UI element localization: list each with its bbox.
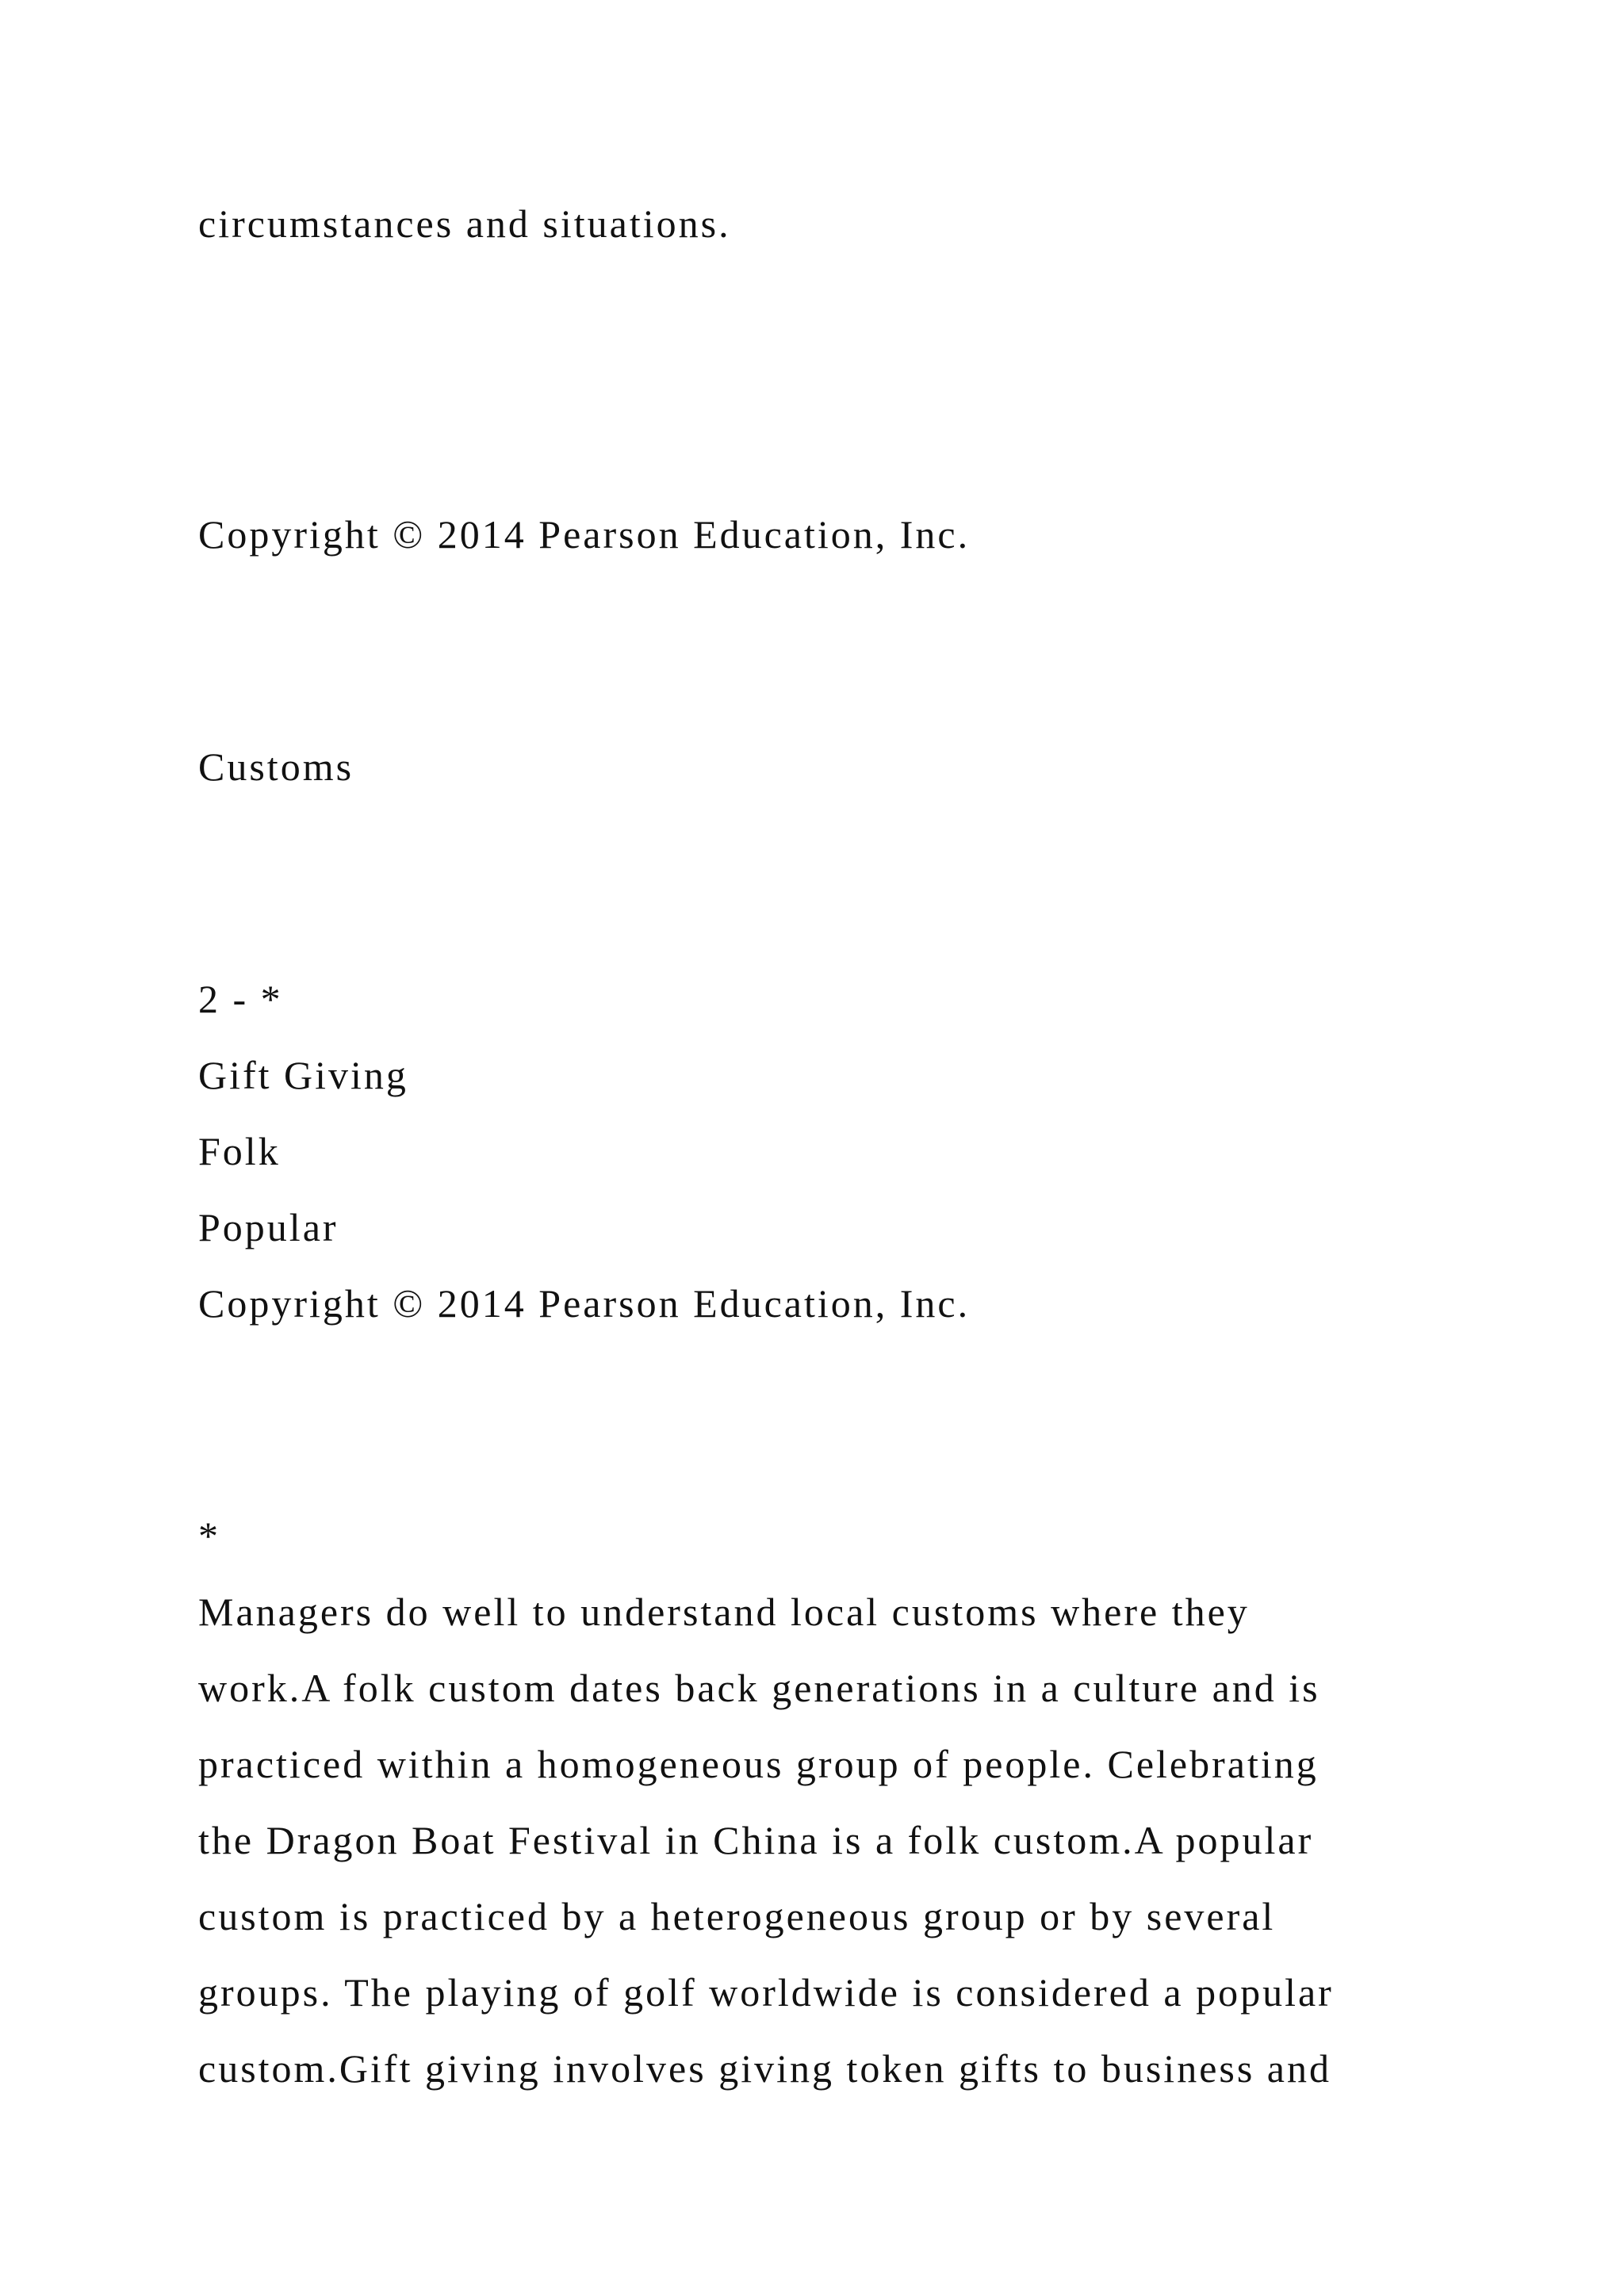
bullet-item-folk: Folk: [198, 1129, 281, 1173]
slide-number: 2 - *: [198, 977, 283, 1021]
notes-line: custom is practiced by a heterogeneous group or by several: [198, 1894, 1276, 1938]
notes-line: practiced within a homogeneous group of people. Celebrating: [198, 1742, 1319, 1786]
notes-line: the Dragon Boat Festival in China is a folk custom.A popular: [198, 1818, 1314, 1862]
intro-line: circumstances and situations.: [198, 201, 731, 246]
section-heading: Customs: [198, 744, 354, 789]
notes-line: groups. The playing of golf worldwide is considered a popular: [198, 1970, 1334, 2015]
notes-marker: *: [198, 1513, 220, 1558]
notes-line: Managers do well to understand local customs where they: [198, 1590, 1250, 1634]
copyright-notice: Copyright © 2014 Pearson Education, Inc.: [198, 512, 971, 557]
notes-line: work.A folk custom dates back generations in a culture and is: [198, 1666, 1320, 1710]
copyright-notice: Copyright © 2014 Pearson Education, Inc.: [198, 1281, 971, 1326]
bullet-item-gift-giving: Gift Giving: [198, 1053, 408, 1097]
notes-line: custom.Gift giving involves giving token gifts to business and: [198, 2046, 1331, 2091]
bullet-item-popular: Popular: [198, 1205, 339, 1249]
